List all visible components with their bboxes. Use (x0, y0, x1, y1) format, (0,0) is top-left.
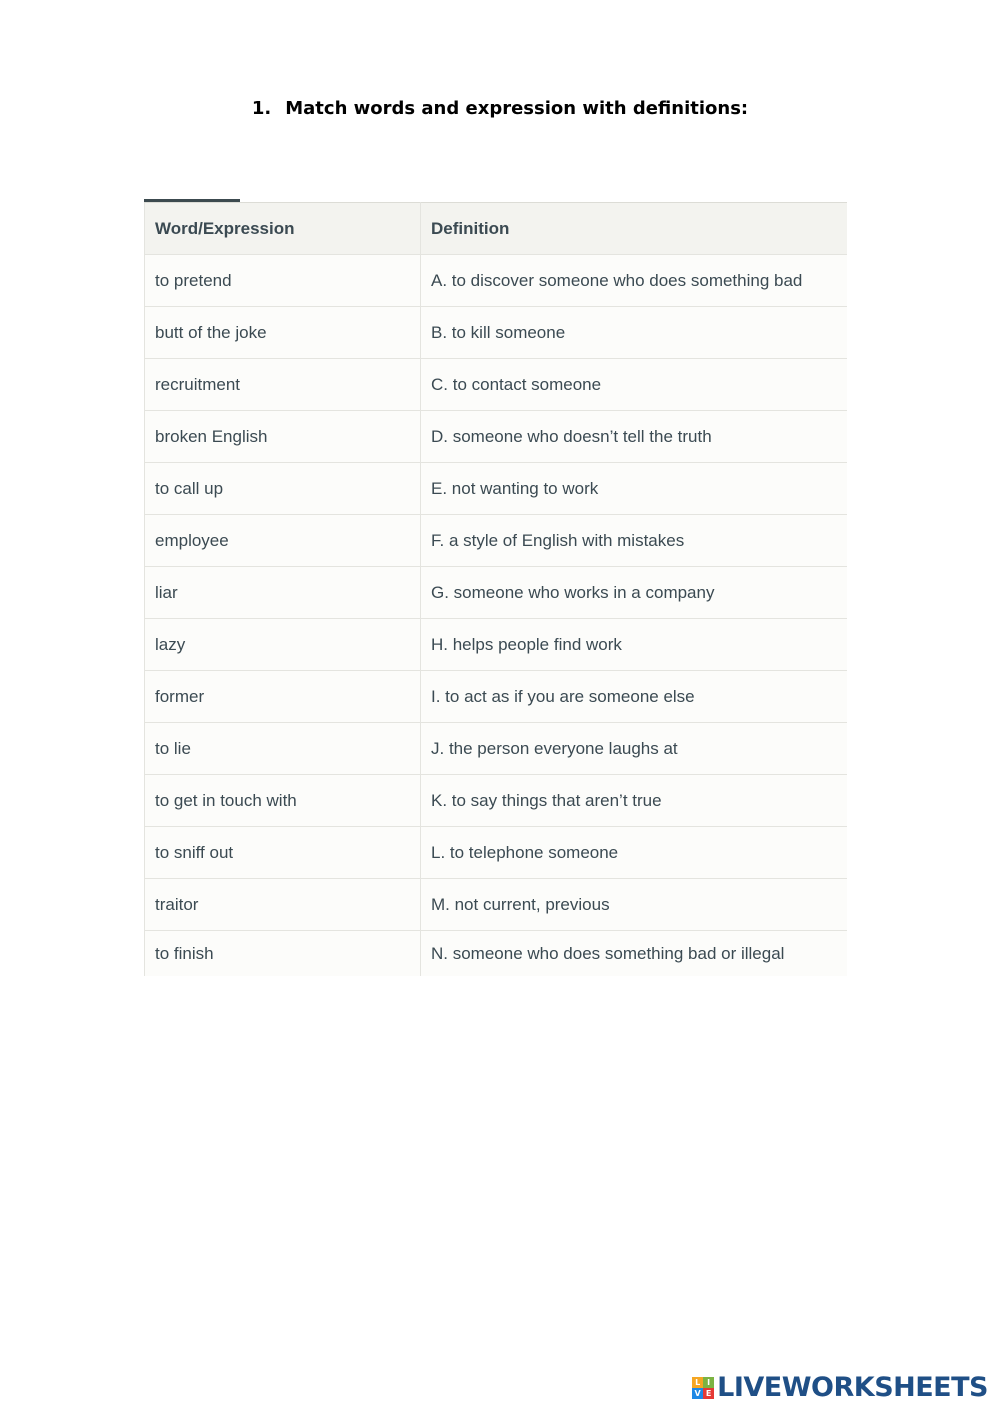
definition-cell: F. a style of English with mistakes (421, 515, 847, 567)
logo-mark-letter: V (692, 1388, 703, 1399)
definition-cell: G. someone who works in a company (421, 567, 847, 619)
word-cell: to finish (145, 931, 421, 977)
table-row (145, 307, 847, 359)
definition-cell: C. to contact someone (421, 359, 847, 411)
word-cell: traitor (145, 879, 421, 931)
definition-cell: D. someone who doesn’t tell the truth (421, 411, 847, 463)
table-row (145, 411, 847, 463)
matching-table (144, 202, 847, 976)
instruction-heading (0, 98, 1000, 119)
table-body (145, 255, 847, 977)
liveworksheets-logo (692, 1372, 988, 1403)
table-row (145, 515, 847, 567)
logo-text: LIVEWORKSHEETS (717, 1372, 988, 1403)
word-cell: broken English (145, 411, 421, 463)
table-row (145, 567, 847, 619)
logo-mark-icon (692, 1377, 714, 1399)
table-row (145, 723, 847, 775)
table-row (145, 879, 847, 931)
definition-cell: E. not wanting to work (421, 463, 847, 515)
word-cell: lazy (145, 619, 421, 671)
word-cell: to call up (145, 463, 421, 515)
table-row (145, 359, 847, 411)
header-definition: Definition (421, 203, 847, 255)
instruction-text: Match words and expression with definitions: (285, 98, 749, 119)
table-row (145, 671, 847, 723)
table-row (145, 827, 847, 879)
word-cell: liar (145, 567, 421, 619)
word-cell: to pretend (145, 255, 421, 307)
word-cell: to get in touch with (145, 775, 421, 827)
matching-table-container (144, 199, 846, 976)
word-cell: former (145, 671, 421, 723)
word-cell: employee (145, 515, 421, 567)
word-cell: to sniff out (145, 827, 421, 879)
definition-cell: B. to kill someone (421, 307, 847, 359)
logo-mark-letter: L (692, 1377, 703, 1388)
table-row (145, 619, 847, 671)
definition-cell: I. to act as if you are someone else (421, 671, 847, 723)
instruction-number: 1. (251, 98, 272, 119)
definition-cell: A. to discover someone who does something bad (421, 255, 847, 307)
table-row (145, 775, 847, 827)
definition-cell: M. not current, previous (421, 879, 847, 931)
word-cell: butt of the joke (145, 307, 421, 359)
logo-mark-letter: E (703, 1388, 714, 1399)
table-row (145, 931, 847, 977)
header-word-expression: Word/Expression (145, 203, 421, 255)
definition-cell: H. helps people find work (421, 619, 847, 671)
logo-mark-letter: I (703, 1377, 714, 1388)
definition-cell: K. to say things that aren’t true (421, 775, 847, 827)
table-row (145, 255, 847, 307)
table-tab-accent (144, 199, 240, 202)
definition-cell: J. the person everyone laughs at (421, 723, 847, 775)
table-header-row (145, 203, 847, 255)
word-cell: to lie (145, 723, 421, 775)
definition-cell: N. someone who does something bad or illegal (421, 931, 847, 977)
word-cell: recruitment (145, 359, 421, 411)
definition-cell: L. to telephone someone (421, 827, 847, 879)
table-row (145, 463, 847, 515)
